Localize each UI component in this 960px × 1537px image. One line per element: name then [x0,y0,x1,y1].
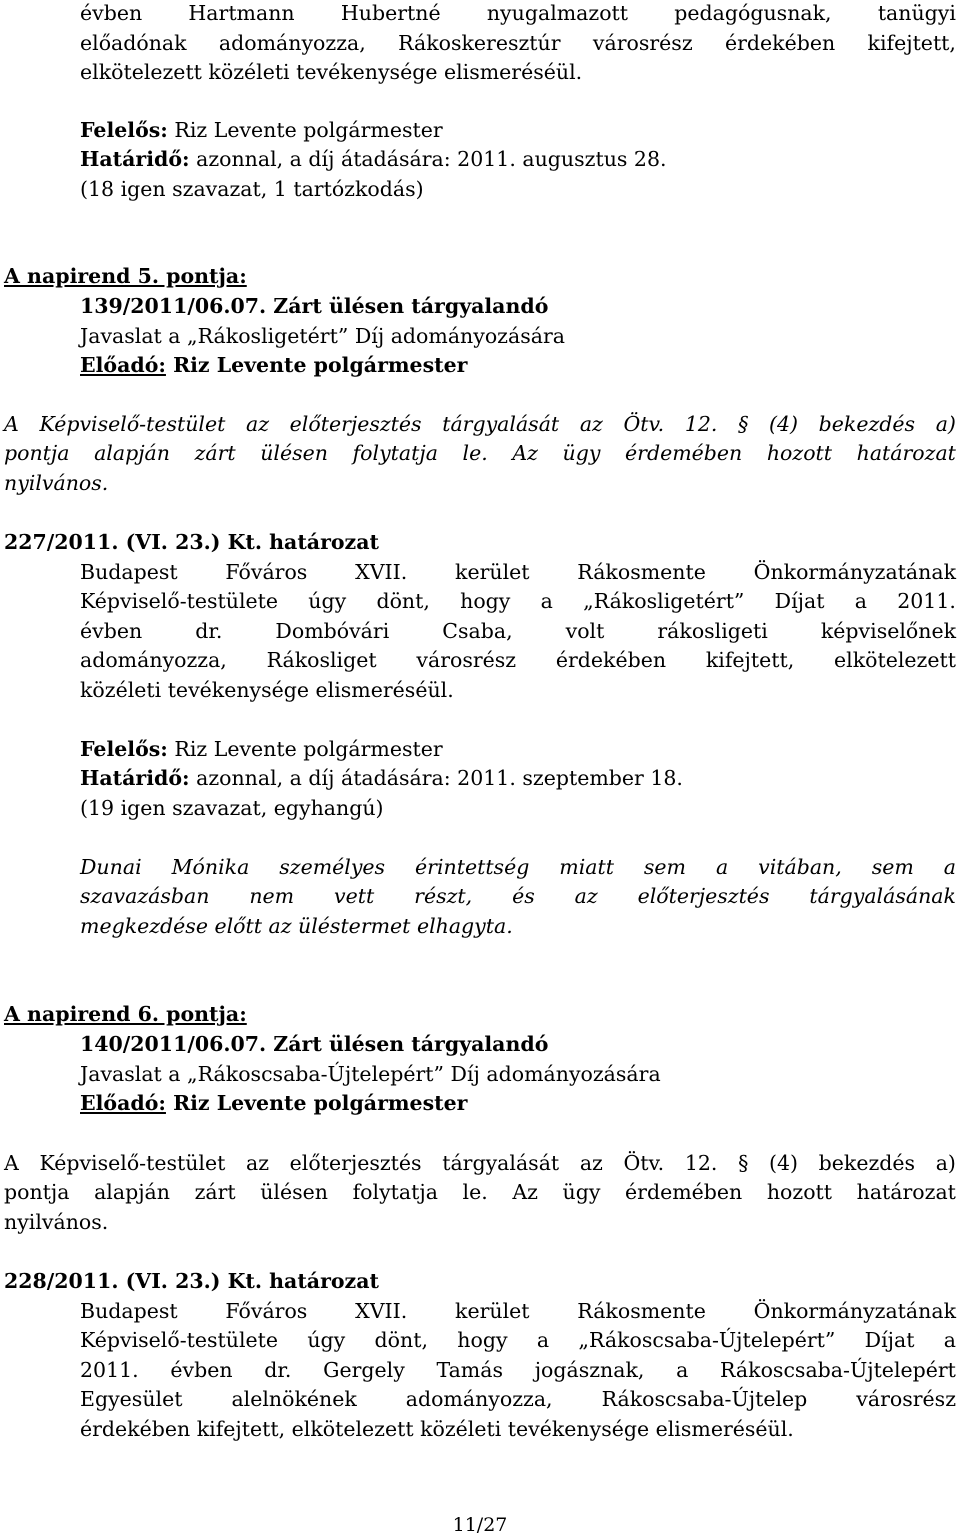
word: nyugalmazott [486,1,629,25]
resolution-heading [4,1271,379,1292]
word: a [715,855,729,879]
justified-line [80,1301,956,1322]
responsible-label: Felelős: [80,118,168,142]
presenter-label: Előadó: [80,353,166,377]
word: alapján [94,1180,170,1204]
resolution-number: 228/2011. (VI. 23.) Kt. határozat [4,1269,379,1293]
word: az [579,1151,603,1175]
word: (4) [768,1151,799,1175]
paragraph-line: elkötelezett közéleti tevékenysége elismeréséül. [80,60,583,84]
word: Díjat [864,1328,915,1352]
deadline-label: Határidő: [80,766,190,790]
justified-line [80,1330,956,1351]
presenter-label: Előadó: [80,1091,166,1115]
word: szavazásban [80,884,210,908]
word: Ötv. [623,1151,665,1175]
word: Díjat [774,589,825,613]
paragraph-line: megkezdése előtt az üléstermet elhagyta. [80,914,513,938]
word: Dombóvári [275,619,390,643]
word: Egyesület [80,1387,183,1411]
word: Gergely [323,1358,405,1382]
word: Hartmann [188,1,295,25]
word: ügy [562,441,601,465]
word: érdekében [555,648,667,672]
word: 12. [684,412,718,436]
word: dr. [264,1358,292,1382]
word: A [4,1151,19,1175]
resolution-heading [4,532,379,553]
word: határozat [856,1180,956,1204]
word: évben [170,1358,233,1382]
justified-line [4,1153,956,1174]
word: határozat [856,441,956,465]
word: nem [249,884,295,908]
word: kerület [455,560,530,584]
word: Képviselő-testülete [80,589,279,613]
justified-line [80,1389,956,1410]
word: előterjesztés [289,412,422,436]
word: úgy [308,589,347,613]
word: érintettség [415,855,530,879]
deadline-line [80,149,667,170]
word: Budapest [80,560,178,584]
deadline-label: Határidő: [80,147,190,171]
word: úgy [307,1328,346,1352]
word: Rákosliget [266,648,377,672]
word: kerület [455,1299,530,1323]
word: alelnökének [231,1387,357,1411]
word: ülésen [260,1180,328,1204]
word: tárgyalását [442,412,560,436]
word: Dunai [80,855,142,879]
word: a) [935,412,956,436]
word: le. [462,1180,488,1204]
word: évben [80,1,143,25]
word: képviselőnek [820,619,956,643]
word: Budapest [80,1299,178,1323]
justified-line [80,1360,956,1381]
justified-line [80,886,956,907]
presenter-name: Riz Levente polgármester [165,1091,468,1115]
word: dönt, [376,589,430,613]
word: kifejtett, [705,648,795,672]
paragraph-line: közéleti tevékenysége elismeréséül. [80,678,454,702]
presenter-line [80,1093,467,1114]
word: Főváros [225,1299,308,1323]
agenda-heading-text: A napirend 5. pontja: [4,264,247,288]
word: „Rákoscsaba-Újtelepért” [578,1328,836,1352]
justified-line [80,562,956,583]
word: ügy [562,1180,601,1204]
word: hozott [766,441,833,465]
justified-line [80,33,956,54]
word: alapján [94,441,170,465]
word: személyes [279,855,386,879]
justified-line [80,3,956,24]
responsible-label: Felelős: [80,737,168,761]
agenda-heading-text: A napirend 6. pontja: [4,1002,247,1026]
word: § [738,412,749,436]
word: előterjesztés [289,1151,422,1175]
justified-line [80,650,956,671]
justified-line [80,621,956,642]
word: dr. [195,619,223,643]
word: Képviselő-testület [39,1151,226,1175]
word: a [943,855,956,879]
word: az [579,412,603,436]
word: vitában, [758,855,842,879]
word: zárt [194,1180,236,1204]
word: miatt [559,855,614,879]
word: adományozza, [405,1387,553,1411]
word: bekezdés [818,412,916,436]
responsible-value: Riz Levente polgármester [167,737,443,761]
word: az [574,884,598,908]
word: Önkormányzatának [753,560,956,584]
word: a [536,1328,550,1352]
word: Önkormányzatának [753,1299,956,1323]
word: érdekében [724,31,836,55]
word: 2011. [80,1358,139,1382]
word: bekezdés [818,1151,916,1175]
agenda-heading [4,1004,247,1025]
presenter-line [80,355,467,376]
word: Rákosmente [577,560,706,584]
word: a [854,589,867,613]
word: városrész [856,1387,956,1411]
word: tárgyalásának [809,884,956,908]
word: Tamás [436,1358,503,1382]
word: pedagógusnak, [674,1,832,25]
word: hogy [457,1328,508,1352]
word: Hubertné [340,1,441,25]
word: Képviselő-testülete [80,1328,279,1352]
word: 2011. [897,589,956,613]
agenda-number-line [80,296,548,317]
word: tárgyalását [442,1151,560,1175]
word: „Rákosligetért” [583,589,745,613]
closed-session-label: Zárt ülésen tárgyalandó [266,1032,549,1056]
justified-line [4,414,956,435]
word: volt [565,619,605,643]
justified-line [4,1182,956,1203]
word: a [540,589,553,613]
word: Rákosmente [577,1299,706,1323]
word: le. [462,441,488,465]
agenda-number: 139/2011/06.07. [80,294,267,318]
word: előterjesztés [637,884,770,908]
word: Rákoscsaba-Újtelepért [720,1358,956,1382]
word: kifejtett, [867,31,956,55]
word: elkötelezett [834,648,956,672]
word: az [246,412,270,436]
word: a) [935,1151,956,1175]
paragraph-line: érdekében kifejtett, elkötelezett közéleti tevékenysége elismeréséül. [80,1417,794,1441]
word: sem [871,855,914,879]
word: az [246,1151,270,1175]
agenda-number: 140/2011/06.07. [80,1032,267,1056]
word: sem [643,855,686,879]
word: Mónika [171,855,250,879]
agenda-title: Javaslat a „Rákosligetért” Díj adományozására [80,324,565,348]
word: Az [512,1180,538,1204]
word: érdemében [625,1180,743,1204]
word: 12. [684,1151,718,1175]
page-number: 11/27 [452,1514,508,1536]
word: a [943,1328,956,1352]
word: Csaba, [442,619,513,643]
paragraph-line: nyilvános. [4,1210,109,1234]
vote-result: (19 igen szavazat, egyhangú) [80,796,384,820]
word: Ötv. [623,412,665,436]
word: jogásznak, [534,1358,645,1382]
justified-line [80,857,956,878]
word: hozott [766,1180,833,1204]
word: § [738,1151,749,1175]
word: Rákoscsaba-Újtelep [601,1387,808,1411]
word: érdemében [625,441,743,465]
word: folytatja [352,441,438,465]
responsible-value: Riz Levente polgármester [167,118,443,142]
deadline-value: azonnal, a díj átadására: 2011. augusztus 28. [189,147,667,171]
word: (4) [768,412,799,436]
vote-result: (18 igen szavazat, 1 tartózkodás) [80,177,424,201]
word: dönt, [374,1328,428,1352]
paragraph-line: nyilvános. [4,471,109,495]
word: Főváros [225,560,308,584]
word: XVII. [355,560,408,584]
word: részt, [414,884,473,908]
word: Rákoskeresztúr [398,31,561,55]
justified-line [80,591,956,612]
justified-line [4,443,956,464]
word: Az [512,441,538,465]
word: Képviselő-testület [39,412,226,436]
word: évben [80,619,143,643]
presenter-name: Riz Levente polgármester [165,353,468,377]
closed-session-label: Zárt ülésen tárgyalandó [266,294,549,318]
word: A [4,412,19,436]
word: pontja [4,1180,70,1204]
word: városrész [592,31,693,55]
responsible-line [80,120,443,141]
word: előadónak [80,31,187,55]
word: a [676,1358,689,1382]
agenda-title: Javaslat a „Rákoscsaba-Újtelepért” Díj adományozására [80,1062,661,1086]
resolution-number: 227/2011. (VI. 23.) Kt. határozat [4,530,379,554]
word: tanügyi [877,1,956,25]
word: városrész [416,648,517,672]
word: XVII. [355,1299,408,1323]
word: zárt [194,441,236,465]
deadline-line [80,768,683,789]
agenda-heading [4,266,247,287]
word: folytatja [352,1180,438,1204]
word: és [512,884,535,908]
responsible-line [80,739,443,760]
agenda-number-line [80,1034,548,1055]
deadline-value: azonnal, a díj átadására: 2011. szeptember 18. [189,766,683,790]
word: vett [334,884,375,908]
word: adományozza, [218,31,366,55]
word: hogy [460,589,511,613]
word: pontja [4,441,70,465]
word: adományozza, [80,648,227,672]
word: rákosligeti [657,619,768,643]
word: ülésen [260,441,328,465]
